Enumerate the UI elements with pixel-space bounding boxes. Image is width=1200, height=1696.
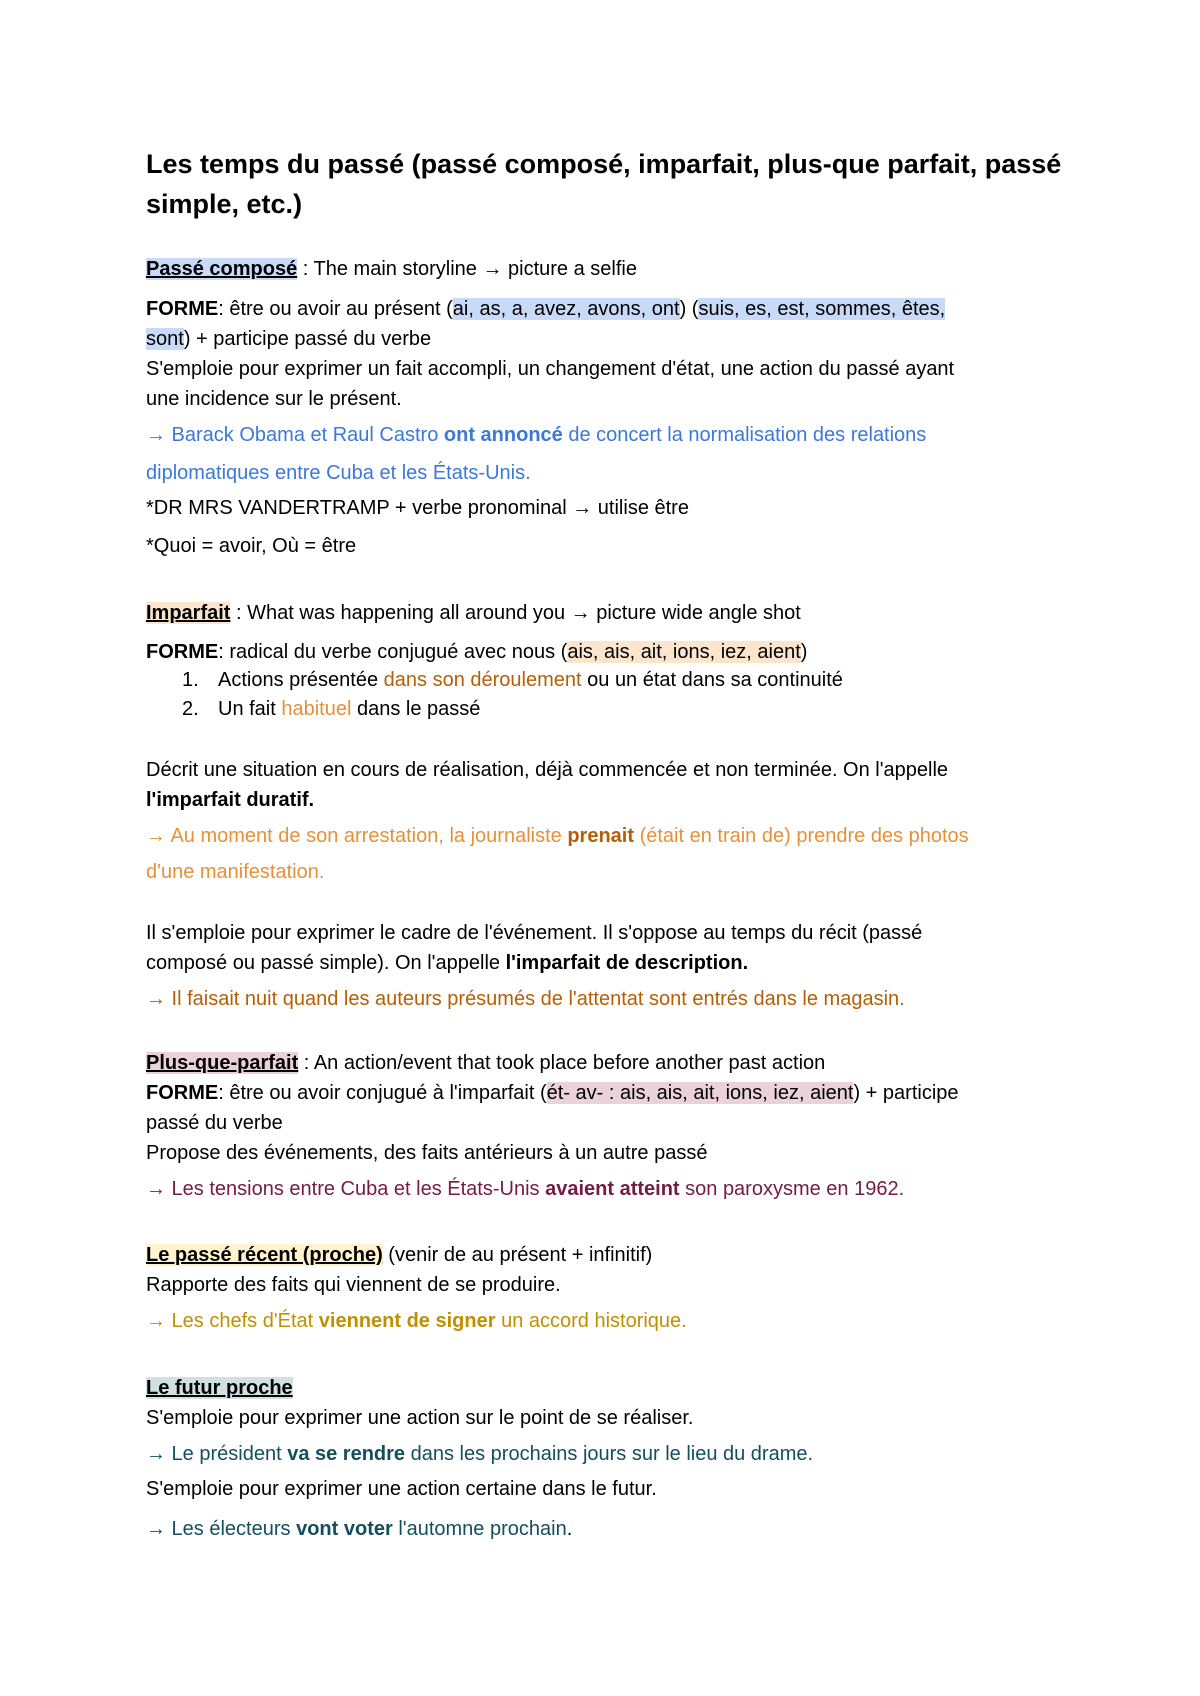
- futur-example2-period: .: [566, 1518, 573, 1540]
- recent-heading-line: [146, 1240, 652, 1270]
- pc-example-text2: de concert la normalisation des relations: [562, 424, 927, 446]
- pc-usage-1: S'emploie pour exprimer un fait accompli, un changement d'état, une action du passé ayant: [146, 358, 955, 380]
- pqp-forme-label: FORME: [146, 1082, 219, 1104]
- pqp-example-text: → Les tensions entre Cuba et les États-Unis: [146, 1178, 546, 1200]
- futur-example2-text: → Les électeurs: [146, 1518, 297, 1540]
- pc-forme-text: : être ou avoir au présent (: [218, 298, 453, 320]
- list-number: 2.: [182, 698, 199, 720]
- pc-example-verb: ont annoncé: [443, 424, 563, 446]
- page-title: Les temps du passé (passé composé, imparfait, plus-que parfait, passé simple, etc.): [146, 149, 1062, 219]
- imp-cadre-term: l'imparfait de description.: [505, 952, 749, 974]
- futur-usage-1: S'emploie pour exprimer une action sur le point de se réaliser.: [146, 1407, 694, 1429]
- pc-forme-label: FORME: [146, 298, 219, 320]
- imp-list-item-1: [182, 665, 843, 695]
- recent-heading: Le passé récent (proche): [146, 1244, 383, 1266]
- imp-duratif-2: [146, 785, 314, 815]
- recent-example: [146, 1303, 687, 1339]
- pc-heading-line: [146, 254, 637, 284]
- imp-list-item-2: [182, 694, 480, 724]
- imp-item2-text2: dans le passé: [351, 698, 481, 720]
- pqp-forme-line2: passé du verbe: [146, 1112, 283, 1134]
- list-number: 1.: [182, 669, 199, 691]
- imp-item1-highlight: dans son déroulement: [383, 669, 582, 691]
- futur-example2-text2: l'automne prochain: [392, 1518, 567, 1540]
- pc-note-2: *Quoi = avoir, Où = être: [146, 535, 357, 557]
- imp-example-2: → Il faisait nuit quand les auteurs présumés de l'attentat sont entrés dans le magasin.: [146, 988, 905, 1010]
- pqp-heading: Plus-que-parfait: [146, 1052, 299, 1074]
- imp-item2-highlight: habituel: [281, 698, 352, 720]
- pqp-example-verb: avaient atteint: [545, 1178, 680, 1200]
- pqp-forme-text2: ) + participe: [853, 1082, 959, 1104]
- pc-forme-line2: [146, 324, 431, 354]
- imp-example1-text: → Au moment de son arrestation, la journaliste: [146, 825, 568, 847]
- imp-cadre-text: composé ou passé simple). On l'appelle: [146, 952, 506, 974]
- imp-forme-text: : radical du verbe conjugué avec nous (: [218, 641, 568, 663]
- pc-usage-2: une incidence sur le présent.: [146, 388, 402, 410]
- pc-forme-text2: ) (: [679, 298, 699, 320]
- imp-forme-line: [146, 637, 807, 667]
- imp-example1-verb: prenait: [567, 825, 635, 847]
- pc-avoir-endings: ai, as, a, avez, avons, ont: [452, 298, 680, 320]
- imp-heading: Imparfait: [146, 602, 231, 624]
- futur-example-2: [146, 1511, 572, 1547]
- pc-desc: : The main storyline → picture a selfie: [297, 258, 637, 280]
- recent-example-text: → Les chefs d'État: [146, 1310, 319, 1332]
- futur-example1-text2: dans les prochains jours sur le lieu du drame.: [405, 1443, 814, 1465]
- imp-example-1-cont: d'une manifestation.: [146, 861, 325, 883]
- pqp-forme-text: : être ou avoir conjugué à l'imparfait (: [218, 1082, 547, 1104]
- imp-desc: : What was happening all around you → picture wide angle shot: [230, 602, 801, 624]
- imp-duratif-term: l'imparfait duratif.: [146, 789, 315, 811]
- imp-example1-text2: (était en train de) prendre des photos: [634, 825, 969, 847]
- pqp-example-text2: son paroxysme en 1962.: [679, 1178, 905, 1200]
- pqp-endings: ét- av- : ais, ais, ait, ions, iez, aient: [546, 1082, 854, 1104]
- futur-usage-2: S'emploie pour exprimer une action certaine dans le futur.: [146, 1478, 657, 1500]
- pc-example-text: → Barack Obama et Raul Castro: [146, 424, 444, 446]
- pqp-forme-line: [146, 1078, 959, 1108]
- futur-example1-text: → Le président: [146, 1443, 288, 1465]
- futur-example1-verb: va se rendre: [287, 1443, 406, 1465]
- pc-example: [146, 417, 926, 453]
- futur-heading: Le futur proche: [146, 1377, 293, 1399]
- imp-item1-text2: ou un état dans sa continuité: [581, 669, 843, 691]
- pqp-desc: : An action/event that took place before another past action: [298, 1052, 826, 1074]
- imp-heading-line: [146, 598, 801, 628]
- recent-usage: Rapporte des faits qui viennent de se produire.: [146, 1274, 561, 1296]
- imp-item2-text: Un fait: [218, 698, 282, 720]
- recent-example-verb: viennent de signer: [318, 1310, 496, 1332]
- imp-forme-text2: ): [800, 641, 808, 663]
- pc-forme-text3: ) + participe passé du verbe: [183, 328, 432, 350]
- pc-etre-endings-cont: sont: [146, 328, 184, 350]
- pqp-heading-line: [146, 1048, 825, 1078]
- pqp-example: [146, 1171, 904, 1207]
- imp-example-1: [146, 818, 969, 854]
- futur-heading-line: [146, 1373, 293, 1403]
- futur-example2-verb: vont voter: [296, 1518, 393, 1540]
- recent-desc: (venir de au présent + infinitif): [382, 1244, 653, 1266]
- pc-example-cont: diplomatiques entre Cuba et les États-Unis.: [146, 462, 531, 484]
- pqp-usage: Propose des événements, des faits antérieurs à un autre passé: [146, 1142, 708, 1164]
- recent-example-text2: un accord historique.: [495, 1310, 687, 1332]
- imp-cadre-1: Il s'emploie pour exprimer le cadre de l'événement. Il s'oppose au temps du récit (passé: [146, 922, 923, 944]
- imp-item1-text: Actions présentée: [218, 669, 384, 691]
- imp-endings: ais, ais, ait, ions, iez, aient: [567, 641, 801, 663]
- pc-note-1: *DR MRS VANDERTRAMP + verbe pronominal → utilise être: [146, 497, 689, 519]
- imp-cadre-2: [146, 948, 748, 978]
- pc-heading: Passé composé: [146, 258, 298, 280]
- futur-example-1: [146, 1436, 813, 1472]
- imp-forme-label: FORME: [146, 641, 219, 663]
- pc-forme-line: [146, 294, 945, 324]
- imp-duratif-1: Décrit une situation en cours de réalisation, déjà commencée et non terminée. On l'appelle: [146, 759, 949, 781]
- pc-etre-endings: suis, es, est, sommes, êtes,: [698, 298, 946, 320]
